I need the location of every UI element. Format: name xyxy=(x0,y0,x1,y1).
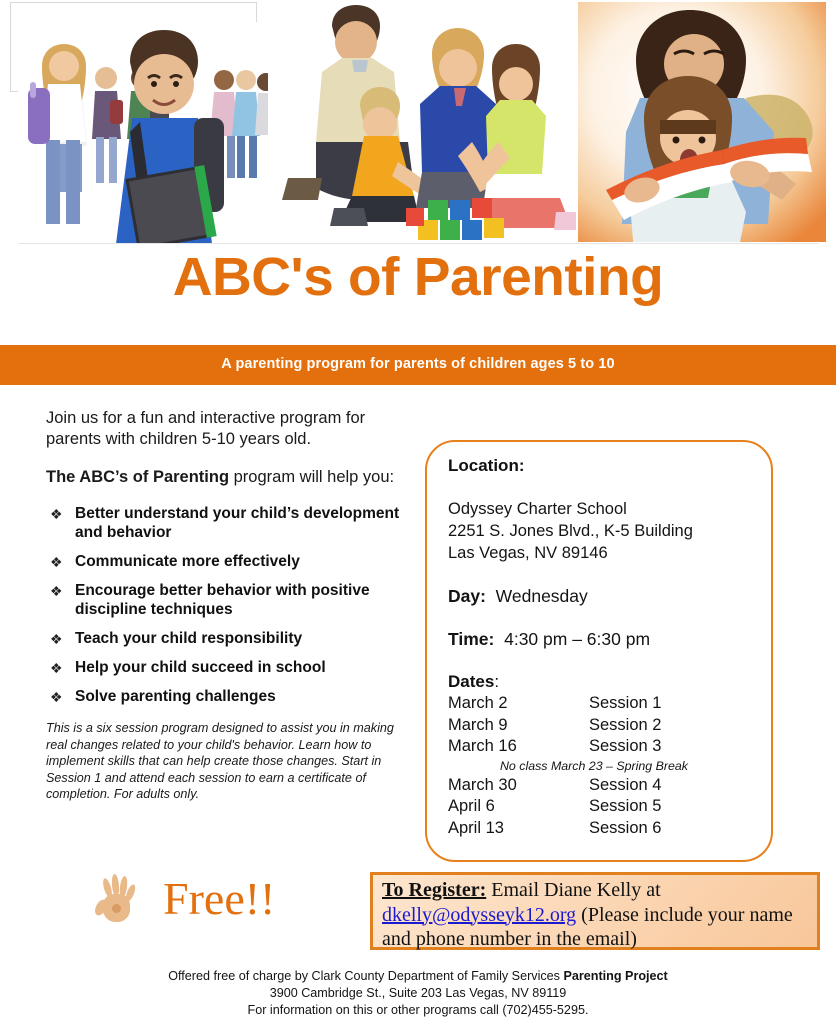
photo-mother-reading-to-child xyxy=(578,2,826,242)
table-row xyxy=(448,693,778,715)
time-value: 4:30 pm – 6:30 pm xyxy=(504,629,651,649)
list-item-label: Solve parenting challenges xyxy=(75,688,276,705)
footer-program-name: Parenting Project xyxy=(563,969,668,983)
list-item xyxy=(46,581,406,619)
diamond-bullet-icon: ❖ xyxy=(50,506,63,522)
help-paragraph xyxy=(46,467,406,488)
footer xyxy=(0,968,836,1019)
free-label: Free!! xyxy=(163,873,276,924)
session-date: April 6 xyxy=(448,797,495,815)
footer-line-1 xyxy=(0,968,836,985)
list-item-label: Communicate more effectively xyxy=(75,553,300,570)
list-item-label: Encourage better behavior with positive discipline techniques xyxy=(75,582,370,618)
table-row xyxy=(448,775,778,797)
handprint-center xyxy=(112,904,121,913)
table-row xyxy=(448,715,778,737)
list-item xyxy=(46,629,406,648)
left-column xyxy=(46,408,406,803)
help-bold-text: The ABC’s of Parenting xyxy=(46,468,230,486)
session-date: April 13 xyxy=(448,818,504,837)
time-row xyxy=(448,629,778,650)
photo-family-playing-blocks xyxy=(268,2,576,242)
city-state-zip: Las Vegas, NV 89146 xyxy=(448,544,608,562)
session-date: March 30 xyxy=(448,775,517,794)
table-row xyxy=(448,796,778,818)
dates-heading xyxy=(448,672,778,692)
session-name: Session 6 xyxy=(589,818,662,837)
sessions-table xyxy=(448,693,778,839)
day-label: Day: xyxy=(448,586,486,606)
footer-org-text: Offered free of charge by Clark County Department of Family Services xyxy=(168,969,564,983)
list-item-label: Help your child succeed in school xyxy=(75,659,326,676)
subtitle-text: A parenting program for parents of children ages 5 to 10 xyxy=(221,356,615,372)
diamond-bullet-icon: ❖ xyxy=(50,660,63,676)
dates-colon: : xyxy=(494,672,500,691)
session-date: March 9 xyxy=(448,715,508,734)
handprint-icon xyxy=(95,872,143,926)
diamond-bullet-icon: ❖ xyxy=(50,554,63,570)
register-tail: (Please include your name and phone number in the email) xyxy=(382,903,793,950)
session-date: March 2 xyxy=(448,694,508,712)
session-name: Session 5 xyxy=(589,797,662,815)
diamond-bullet-icon: ❖ xyxy=(50,689,63,705)
photo-students-with-backpacks xyxy=(18,22,270,244)
details-content xyxy=(448,456,778,839)
register-heading: To Register: xyxy=(382,879,487,901)
list-item xyxy=(46,504,406,542)
register-text xyxy=(382,878,814,952)
program-note: This is a six session program designed to assist you in making real changes related to your child's behavior. Learn how to implement skills that can help create those changes. Start in Session 1 and attend each session to earn a certificate of completion. For adults only. xyxy=(46,721,394,801)
table-row xyxy=(448,818,778,840)
list-item xyxy=(46,552,406,571)
time-label: Time: xyxy=(448,629,495,649)
day-value: Wednesday xyxy=(495,586,588,606)
no-class-note: No class March 23 – Spring Break xyxy=(499,758,688,773)
family-illustration xyxy=(268,2,576,242)
list-item xyxy=(46,658,406,677)
venue-name: Odyssey Charter School xyxy=(448,500,627,518)
register-email-link[interactable]: dkelly@odysseyk12.org xyxy=(382,903,577,926)
location-label: Location: xyxy=(448,456,525,475)
diamond-bullet-icon: ❖ xyxy=(50,583,63,599)
footer-line-3: For information on this or other programs call (702)455-5295. xyxy=(247,1003,589,1017)
footer-line-2: 3900 Cambridge St., Suite 203 Las Vegas, NV 89119 xyxy=(269,986,567,1000)
benefits-list xyxy=(46,504,406,706)
free-callout xyxy=(95,872,275,926)
intro-paragraph: Join us for a fun and interactive program for parents with children 5-10 years old. xyxy=(46,409,366,448)
session-name: Session 3 xyxy=(589,737,662,755)
session-name: Session 2 xyxy=(589,715,662,734)
day-row xyxy=(448,586,778,607)
session-date: March 16 xyxy=(448,737,517,755)
list-item-label: Teach your child responsibility xyxy=(75,630,303,647)
students-illustration xyxy=(18,22,270,244)
photo-banner xyxy=(0,0,836,250)
page-title: ABC's of Parenting xyxy=(172,247,664,307)
banner-divider xyxy=(18,243,818,244)
diamond-bullet-icon: ❖ xyxy=(50,631,63,647)
register-lead: Email Diane Kelly at xyxy=(486,879,661,901)
list-item xyxy=(46,687,406,706)
reading-illustration xyxy=(578,2,826,242)
table-row xyxy=(448,736,778,758)
street-address: 2251 S. Jones Blvd., K-5 Building xyxy=(448,522,693,540)
session-name: Session 4 xyxy=(589,775,662,794)
session-name: Session 1 xyxy=(589,694,662,712)
help-rest-text: program will help you: xyxy=(229,468,395,486)
dates-label: Dates xyxy=(448,672,495,691)
address-block xyxy=(448,498,778,564)
list-item-label: Better understand your child’s development and behavior xyxy=(75,505,400,541)
